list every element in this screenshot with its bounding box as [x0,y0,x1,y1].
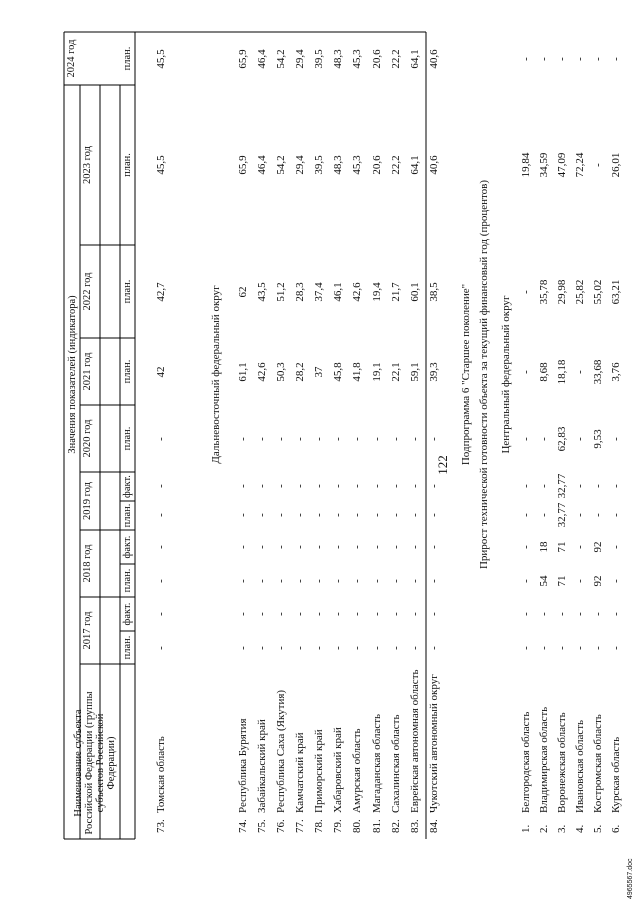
section2-cell-value: 64,1 [409,155,421,175]
section3-cell-value: - [610,646,622,650]
section3-cell-value: 18,18 [556,359,568,385]
section2-cell-value: 40,6 [428,155,440,175]
section2-cell-value: - [351,484,363,488]
section2-cell-value: - [275,612,287,616]
section2-row-name: Республика Бурятия [237,718,249,813]
section2-row-number: 80. [351,819,363,833]
section3-cell-value: - [520,545,532,549]
section2-cell-value: - [294,545,306,549]
section3-cell-value: 18 [538,541,550,553]
section2-cell-value: - [351,437,363,441]
section2-cell-value: - [351,513,363,517]
section2-cell-value: 46,4 [256,155,268,175]
section3-cell-value: - [538,513,550,517]
section2-cell-value: 43,5 [256,282,268,302]
section3-cell-value: - [574,370,586,374]
section2-cell-value: 28,2 [294,362,306,382]
section2-cell-value: 60,1 [409,282,421,302]
section3-cell-value: 32,77 [556,502,568,528]
section3-cell-value: 8,68 [538,362,550,382]
section2-cell-value: - [390,612,402,616]
section2-cell-value: - [371,484,383,488]
section2-cell-value: 20,6 [371,49,383,69]
section2-cell-value: 46,4 [256,49,268,69]
section3-cell-value: - [520,579,532,583]
section2-cell-value: - [428,513,440,517]
section3-cell-value: - [592,163,604,167]
section2-row-number: 83. [409,819,421,833]
section2-cell-value: - [237,545,249,549]
section3-cell-value: 34,59 [538,152,550,178]
section1-cell-value: - [155,437,167,441]
section3-cell-value: 32,77 [556,473,568,499]
year-header: 2023 год [82,146,93,184]
section2-cell-value: 22,2 [390,155,402,175]
section2-cell-value: 41,8 [351,362,363,382]
section2-cell-value: 48,3 [332,49,344,69]
section3-cell-value: 63,21 [610,279,622,305]
section3-cell-value: - [574,513,586,517]
section2-cell-value: - [371,545,383,549]
section2-cell-value: 29,4 [294,49,306,69]
section2-cell-value: - [275,545,287,549]
section2-cell-value: 20,6 [371,155,383,175]
section2-cell-value: - [294,646,306,650]
section3-cell-value: - [574,57,586,61]
section3-cell-value: - [520,290,532,294]
section2-cell-value: - [256,646,268,650]
section3-cell-value: 29,98 [556,279,568,305]
fact-label: план. [122,153,133,177]
section2-cell-value: - [313,545,325,549]
section2-cell-value: - [256,579,268,583]
section2-cell-value: - [275,646,287,650]
section3-cell-value: - [538,646,550,650]
section2-cell-value: 48,3 [332,155,344,175]
section2-cell-value: - [371,646,383,650]
plan-label: план. [122,279,133,304]
section2-cell-value: 65,9 [237,155,249,175]
section3-cell-value: - [592,612,604,616]
section3-cell-value: - [556,646,568,650]
section2-cell-value: - [332,579,344,583]
section2-cell-value: - [237,646,249,650]
section3-cell-value: 55,02 [592,279,604,305]
section3-cell-value: - [610,513,622,517]
section2-cell-value: 22,1 [390,362,402,382]
section2-row-number: 82. [390,819,402,833]
section2-cell-value: 37 [313,366,325,378]
section2-cell-value: - [351,646,363,650]
section3-cell-value: - [556,57,568,61]
section3-cell-value: - [610,484,622,488]
section-title: Центральный федеральный округ [500,295,512,454]
section3-row-number: 2. [538,824,550,833]
section2-cell-value: - [313,484,325,488]
section2-cell-value: 28,3 [294,282,306,302]
section3-cell-value: - [610,612,622,616]
section2-cell-value: 22,2 [390,49,402,69]
section3-cell-value: - [574,646,586,650]
section3-cell-value: - [610,579,622,583]
section3-row-name: Воронежская область [556,712,568,813]
section3-cell-value: 72,24 [574,152,586,178]
section2-cell-value: - [294,579,306,583]
year-header: 2024 год [66,39,77,78]
section2-cell-value: - [313,437,325,441]
section2-cell-value: - [313,646,325,650]
section3-row-number: 5. [592,824,604,833]
plan-label: план. [122,568,133,593]
section2-cell-value: 19,4 [371,282,383,302]
section2-cell-value: 19,1 [371,362,383,382]
section3-cell-value: - [610,545,622,549]
section-title: Дальневосточный федеральный округ [210,285,222,464]
subprogram-title: Подпрограмма 6 "Старшее поколение" [460,283,472,466]
section2-cell-value: - [313,513,325,517]
section1-cell-value: 42 [155,366,167,378]
section3-row-name: Костромская область [592,714,604,813]
section2-cell-value: 62 [237,286,249,298]
section2-cell-value: - [371,513,383,517]
section2-cell-value: - [332,612,344,616]
section2-row-name: Забайкальский край [256,719,268,813]
section3-cell-value: - [538,612,550,616]
year-header: 2019 год [82,482,93,520]
section2-row-name: Хабаровский край [332,727,344,813]
section3-cell-value: 33,68 [592,359,604,385]
section2-cell-value: 45,3 [351,49,363,69]
section2-cell-value: - [428,579,440,583]
section3-cell-value: - [574,545,586,549]
page-number: 122 [435,455,450,475]
section2-cell-value: 42,6 [256,362,268,382]
section2-cell-value: - [332,484,344,488]
section3-row-number: 1. [520,824,532,833]
section2-cell-value: - [294,437,306,441]
section2-cell-value: 50,3 [275,362,287,382]
section3-cell-value: 19,84 [520,152,532,178]
section2-cell-value: - [237,579,249,583]
section2-cell-value: - [332,437,344,441]
section3-cell-value: 47,09 [556,152,568,178]
section2-row-number: 77. [294,819,306,833]
section2-cell-value: - [390,437,402,441]
section1-cell-value: 45,5 [155,155,167,175]
footer-code: 4965567.doc [627,858,634,899]
section2-row-name: Магаданская область [371,713,383,813]
section3-row-name: Белгородская область [520,711,532,813]
section2-cell-value: - [275,437,287,441]
section3-cell-value: 54 [538,575,550,587]
section3-row-number: 6. [610,824,622,833]
section3-cell-value: - [520,646,532,650]
section3-cell-value: - [592,484,604,488]
section3-cell-value: 92 [592,541,604,553]
section3-cell-value: - [574,579,586,583]
section2-cell-value: - [409,484,421,488]
section2-cell-value: - [351,579,363,583]
section3-cell-value: - [574,484,586,488]
section2-cell-value: - [371,612,383,616]
section3-cell-value: - [574,612,586,616]
section1-cell-value: - [155,646,167,650]
section2-cell-value: - [256,545,268,549]
year-header: 2020 год [82,419,93,458]
section2-cell-value: - [351,545,363,549]
plan-label: план. [122,503,133,528]
section3-cell-value: - [520,513,532,517]
section3-cell-value: - [520,612,532,616]
section3-cell-value: - [592,513,604,517]
section2-cell-value: - [332,545,344,549]
section2-cell-value: - [428,484,440,488]
section1-cell-value: 42,7 [155,282,167,302]
year-header: 2021 год [82,352,93,391]
section2-row-name: Амурская область [351,728,363,813]
section2-cell-value: 39,5 [313,49,325,69]
section2-cell-value: - [428,545,440,549]
section2-cell-value: 45,3 [351,155,363,175]
section2-row-number: 78. [313,819,325,833]
section2-cell-value: 38,5 [428,282,440,302]
section3-cell-value: - [520,57,532,61]
section2-cell-value: - [390,513,402,517]
section3-row-name: Владимирская область [538,706,550,813]
section2-cell-value: 21,7 [390,282,402,302]
section2-cell-value: - [351,612,363,616]
section3-cell-value: 62,83 [556,426,568,452]
section3-cell-value: - [538,484,550,488]
section3-cell-value: 35,78 [538,279,550,305]
section2-row-name: Чукотский автономный округ [428,674,440,813]
section2-cell-value: 54,2 [275,155,287,175]
section3-cell-value: 71 [556,575,568,587]
section2-cell-value: 39,5 [313,155,325,175]
section3-cell-value: 26,01 [610,152,622,178]
fact-label: факт. [122,602,133,626]
section2-cell-value: - [313,612,325,616]
section2-cell-value: - [409,579,421,583]
section3-cell-value: - [520,370,532,374]
year-header: 2017 год [82,611,93,650]
section2-cell-value: - [275,513,287,517]
section3-cell-value: 92 [592,575,604,587]
section1-cell-value: 45,5 [155,49,167,69]
section2-cell-value: - [256,513,268,517]
plan-label: план. [122,635,133,660]
section2-cell-value: - [409,437,421,441]
section2-cell-value: - [390,579,402,583]
section2-cell-value: 39,3 [428,362,440,382]
section2-row-name: Республика Саха (Якутия) [275,689,287,813]
section2-cell-value: - [294,484,306,488]
section2-cell-value: - [428,646,440,650]
section2-cell-value: - [237,437,249,441]
section2-row-number: 76. [275,819,287,833]
section2-cell-value: 37,4 [313,282,325,302]
section2-row-name: Сахалинская область [390,714,402,813]
section3-row-name: Ивановская область [574,719,586,813]
section2-cell-value: - [428,437,440,441]
section3-row-number: 4. [574,824,586,833]
section2-cell-value: - [237,612,249,616]
fact-label: факт. [122,475,133,498]
fact-label: план. [122,359,133,384]
year-header: 2018 год [82,544,93,583]
section2-row-name: Еврейская автономная область [409,669,421,813]
section3-cell-value: 25,82 [574,279,586,305]
plan-label: план. [122,426,133,451]
section2-cell-value: - [409,612,421,616]
section3-cell-value: 3,76 [610,362,622,382]
section2-cell-value: - [390,484,402,488]
section2-cell-value: - [371,579,383,583]
section2-cell-value: - [332,513,344,517]
section3-cell-value: - [538,437,550,441]
section2-cell-value: 61,1 [237,362,249,382]
section1-row-number: 73. [155,819,167,833]
plan-label: план. [122,46,133,71]
section3-cell-value: - [520,437,532,441]
section2-cell-value: - [275,484,287,488]
section2-cell-value: - [371,437,383,441]
section2-row-number: 75. [256,819,268,833]
section2-cell-value: - [256,612,268,616]
section3-cell-value: - [574,437,586,441]
section2-cell-value: - [409,646,421,650]
section1-cell-value: - [155,612,167,616]
section2-cell-value: 51,2 [275,282,287,302]
section3-cell-value: - [610,57,622,61]
section2-cell-value: - [237,513,249,517]
section2-cell-value: 64,1 [409,49,421,69]
section2-cell-value: - [294,612,306,616]
section2-cell-value: 59,1 [409,362,421,382]
section2-row-name: Приморский край [313,729,325,813]
section3-row-name: Курская область [610,736,622,813]
section2-cell-value: - [237,484,249,488]
section2-row-number: 74. [237,819,249,833]
section2-cell-value: - [332,646,344,650]
values-title: Значения показателей (индикатора) [67,295,78,454]
section3-row-number: 3. [556,824,568,833]
section2-cell-value: - [390,545,402,549]
section2-row-number: 79. [332,819,344,833]
section2-row-number: 81. [371,819,383,833]
section2-cell-value: - [275,579,287,583]
indicator-title: Прирост технической готовности объекта за текущий финансовый год (процентов) [478,179,490,570]
section2-cell-value: 54,2 [275,49,287,69]
section3-cell-value: - [592,57,604,61]
section2-cell-value: - [390,646,402,650]
section2-cell-value: 42,6 [351,282,363,302]
fact-label: факт. [122,535,133,559]
section2-cell-value: - [428,612,440,616]
section2-cell-value: - [409,545,421,549]
section2-row-name: Камчатский край [294,732,306,813]
section2-cell-value: - [294,513,306,517]
section3-cell-value: - [556,612,568,616]
section3-cell-value: - [520,484,532,488]
section2-cell-value: - [409,513,421,517]
section2-cell-value: 45,8 [332,362,344,382]
section1-row-name: Томская область [155,736,167,813]
section3-cell-value: - [538,57,550,61]
year-header: 2022 год [82,272,93,311]
section2-cell-value: 40,6 [428,49,440,69]
section3-cell-value: 71 [556,541,568,553]
section2-cell-value: - [313,579,325,583]
section1-cell-value: - [155,484,167,488]
section2-cell-value: - [256,484,268,488]
section2-row-number: 84. [428,819,440,833]
section2-cell-value: 46,1 [332,282,344,302]
section3-cell-value: 9,53 [592,429,604,449]
section1-cell-value: - [155,579,167,583]
section2-cell-value: - [256,437,268,441]
section2-cell-value: 29,4 [294,155,306,175]
section1-cell-value: - [155,545,167,549]
region-column-header: Наименование субъекта Российской Федерации (группы субъектов Российской Федерации) [73,691,117,835]
section3-cell-value: - [610,437,622,441]
section2-cell-value: 65,9 [237,49,249,69]
section3-cell-value: - [592,646,604,650]
section1-cell-value: - [155,513,167,517]
